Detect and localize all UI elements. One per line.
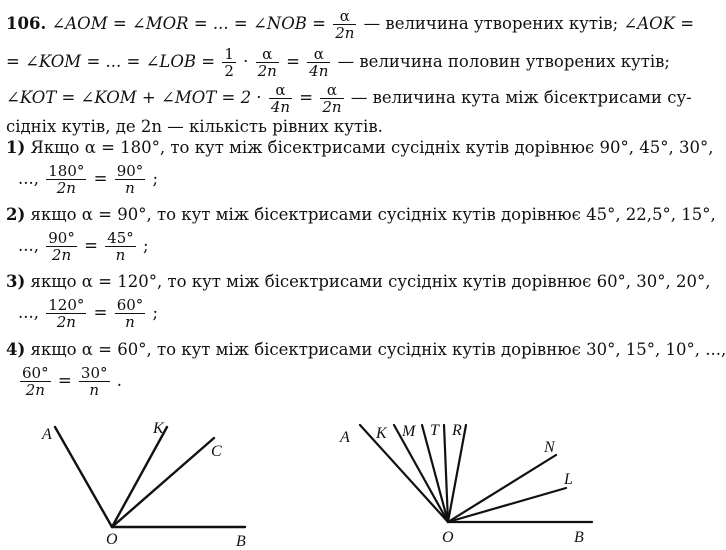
label-R: R (452, 422, 462, 439)
case-description: якщо α = 90°, то кут між бісектрисами сусідніх кутів дорівнює 45°, 22,5°, 15°, (30, 205, 716, 224)
label-L: L (564, 471, 573, 488)
ray-OR (448, 425, 466, 522)
label-O: O (106, 531, 118, 548)
fraction: $\frac{60^\circ}{2n}$ (22, 364, 49, 399)
case-label: 2) (6, 205, 26, 224)
punctuation: ; (152, 169, 159, 188)
label-C: C (211, 443, 222, 460)
label-T: T (430, 422, 439, 439)
ray-OK (112, 427, 167, 527)
equation-bisector-angle: ∠KOT = ∠KOM + ∠MOT = 2 · (6, 88, 262, 107)
fraction: $\frac{\alpha}{2n}$ (322, 81, 342, 116)
fraction: $\frac{30^\circ}{n}$ (80, 364, 108, 399)
case-3-formula (18, 297, 158, 330)
fraction: $\frac{\alpha}{4n}$ (270, 81, 291, 116)
fraction: $\frac{\alpha}{4n}$ (309, 45, 329, 80)
punctuation: ; (143, 236, 149, 255)
description-text: — величина кута між бісектрисами су- (350, 88, 692, 107)
case-description: Якщо α = 180°, то кут між бісектрисами сусідніх кутів дорівнює 90°, 45°, 30°, (30, 138, 714, 157)
case-label: 4) (6, 340, 26, 359)
ray-OC (112, 438, 214, 527)
equation-angles: ∠AOM = ∠MOR = ... = ∠NOB = (51, 14, 326, 33)
label-K: K (376, 425, 387, 442)
fraction: $\frac{180^\circ}{2n}$ (48, 162, 85, 197)
punctuation: ; (152, 303, 159, 322)
solution-line-1 (6, 8, 694, 41)
case-4-text (6, 340, 726, 360)
label-B: B (574, 529, 584, 546)
solution-line-4 (6, 117, 383, 137)
fraction: $\frac{90^\circ}{2n}$ (48, 229, 75, 264)
label-K: K (153, 420, 164, 437)
fraction: $\frac{45^\circ}{n}$ (107, 229, 134, 264)
label-A: A (340, 429, 350, 446)
case-description: якщо α = 120°, то кут між бісектрисами сусідніх кутів дорівнює 60°, 30°, 20°, (30, 272, 711, 291)
equals-sign: = (93, 303, 108, 322)
ellipsis: ..., (18, 169, 39, 188)
description-text: сідніх кутів, де 2n — кількість рівних кутів. (6, 117, 383, 136)
fraction: $\frac{\alpha}{2n}$ (335, 7, 355, 42)
ellipsis: ..., (18, 303, 39, 322)
ray-OA (55, 427, 112, 527)
fraction: $\frac{90^\circ}{n}$ (116, 162, 144, 197)
label-M: M (402, 423, 416, 440)
solution-line-3 (6, 82, 692, 115)
angle-figure-left (0, 410, 300, 550)
fraction: $\frac{\alpha}{2n}$ (257, 45, 277, 80)
ray-ON (448, 455, 556, 522)
fraction-half: $\frac{1}{2}$ (224, 45, 234, 80)
label-B: B (236, 533, 246, 550)
label-A: A (42, 426, 52, 443)
dot-operator: · (243, 52, 249, 71)
equals-sign: = (286, 52, 300, 71)
fraction: $\frac{120^\circ}{2n}$ (48, 296, 85, 331)
equation-half-angles: = ∠KOM = ... = ∠LOB = (6, 52, 216, 71)
equals-sign: = (93, 169, 108, 188)
case-description: якщо α = 60°, то кут між бісектрисами сусідніх кутів дорівнює 30°, 15°, 10°, ..., (30, 340, 726, 359)
ellipsis: ..., (18, 236, 39, 255)
punctuation: . (116, 371, 123, 390)
equals-sign: = (57, 371, 72, 390)
case-2-formula (18, 230, 149, 263)
case-label: 1) (6, 138, 26, 157)
label-O: O (442, 529, 454, 546)
case-1-text (6, 138, 713, 158)
case-4-formula (18, 365, 122, 398)
equation-tail: ∠AOK = (623, 14, 695, 33)
solution-line-2 (6, 46, 670, 79)
equals-sign: = (299, 88, 314, 107)
label-N: N (544, 439, 555, 456)
equals-sign: = (84, 236, 98, 255)
case-3-text (6, 272, 711, 292)
angle-figure-right (330, 410, 630, 550)
description-text: — величина половин утворених кутів; (337, 52, 670, 71)
ray-OL (448, 488, 566, 522)
problem-number: 106. (6, 14, 47, 33)
fraction: $\frac{60^\circ}{n}$ (116, 296, 144, 331)
case-label: 3) (6, 272, 26, 291)
description-text: — величина утворених кутів; (363, 14, 619, 33)
case-2-text (6, 205, 716, 225)
case-1-formula (18, 163, 158, 196)
